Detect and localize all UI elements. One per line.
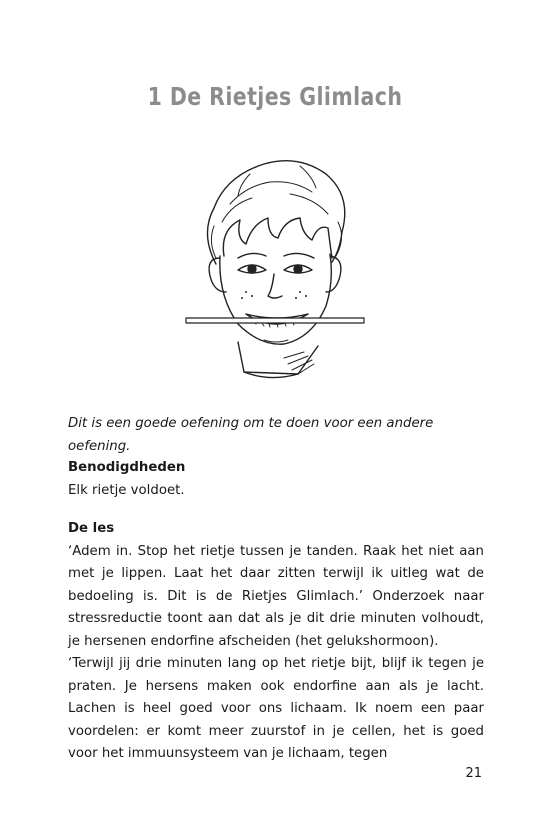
intro-text: Dit is een goede oefening om te doen voor een andere oefening. [68, 416, 434, 454]
lesson-paragraph: ‘Terwijl jij drie minuten lang op het rietje bijt, blijf ik tegen je praten. Je hersens maken ook endorfine aan als je lacht. Lachen is heel goed voor ons lichaam. Ik noem een paar voordelen: er komt meer zuurstof in je cellen, het is goed voor het immuunsysteem van je lichaam, tegen [68, 656, 484, 761]
requirements-text: Elk rietje voldoet. [68, 482, 185, 498]
page-number: 21 [465, 766, 482, 781]
lesson-heading: De les [68, 521, 115, 536]
boy-with-straw-illustration [180, 146, 370, 386]
requirements-heading: Benodigdheden [68, 460, 186, 475]
lesson-paragraph: ‘Adem in. Stop het rietje tussen je tanden. Raak het niet aan met je lippen. Laat het daar zitten terwijl ik uitleg wat de bedoeling is. Dit is de Rietjes Glimlach.’ Onderzoek naar stressreductie toont aan dat als je dit drie minuten volhoudt, je hersenen endorfine afscheiden (het gelukshormoon). [68, 543, 484, 649]
lesson-section [68, 518, 484, 766]
page-title: 1 De Rietjes Glimlach [147, 82, 403, 111]
requirements-section [68, 457, 484, 502]
